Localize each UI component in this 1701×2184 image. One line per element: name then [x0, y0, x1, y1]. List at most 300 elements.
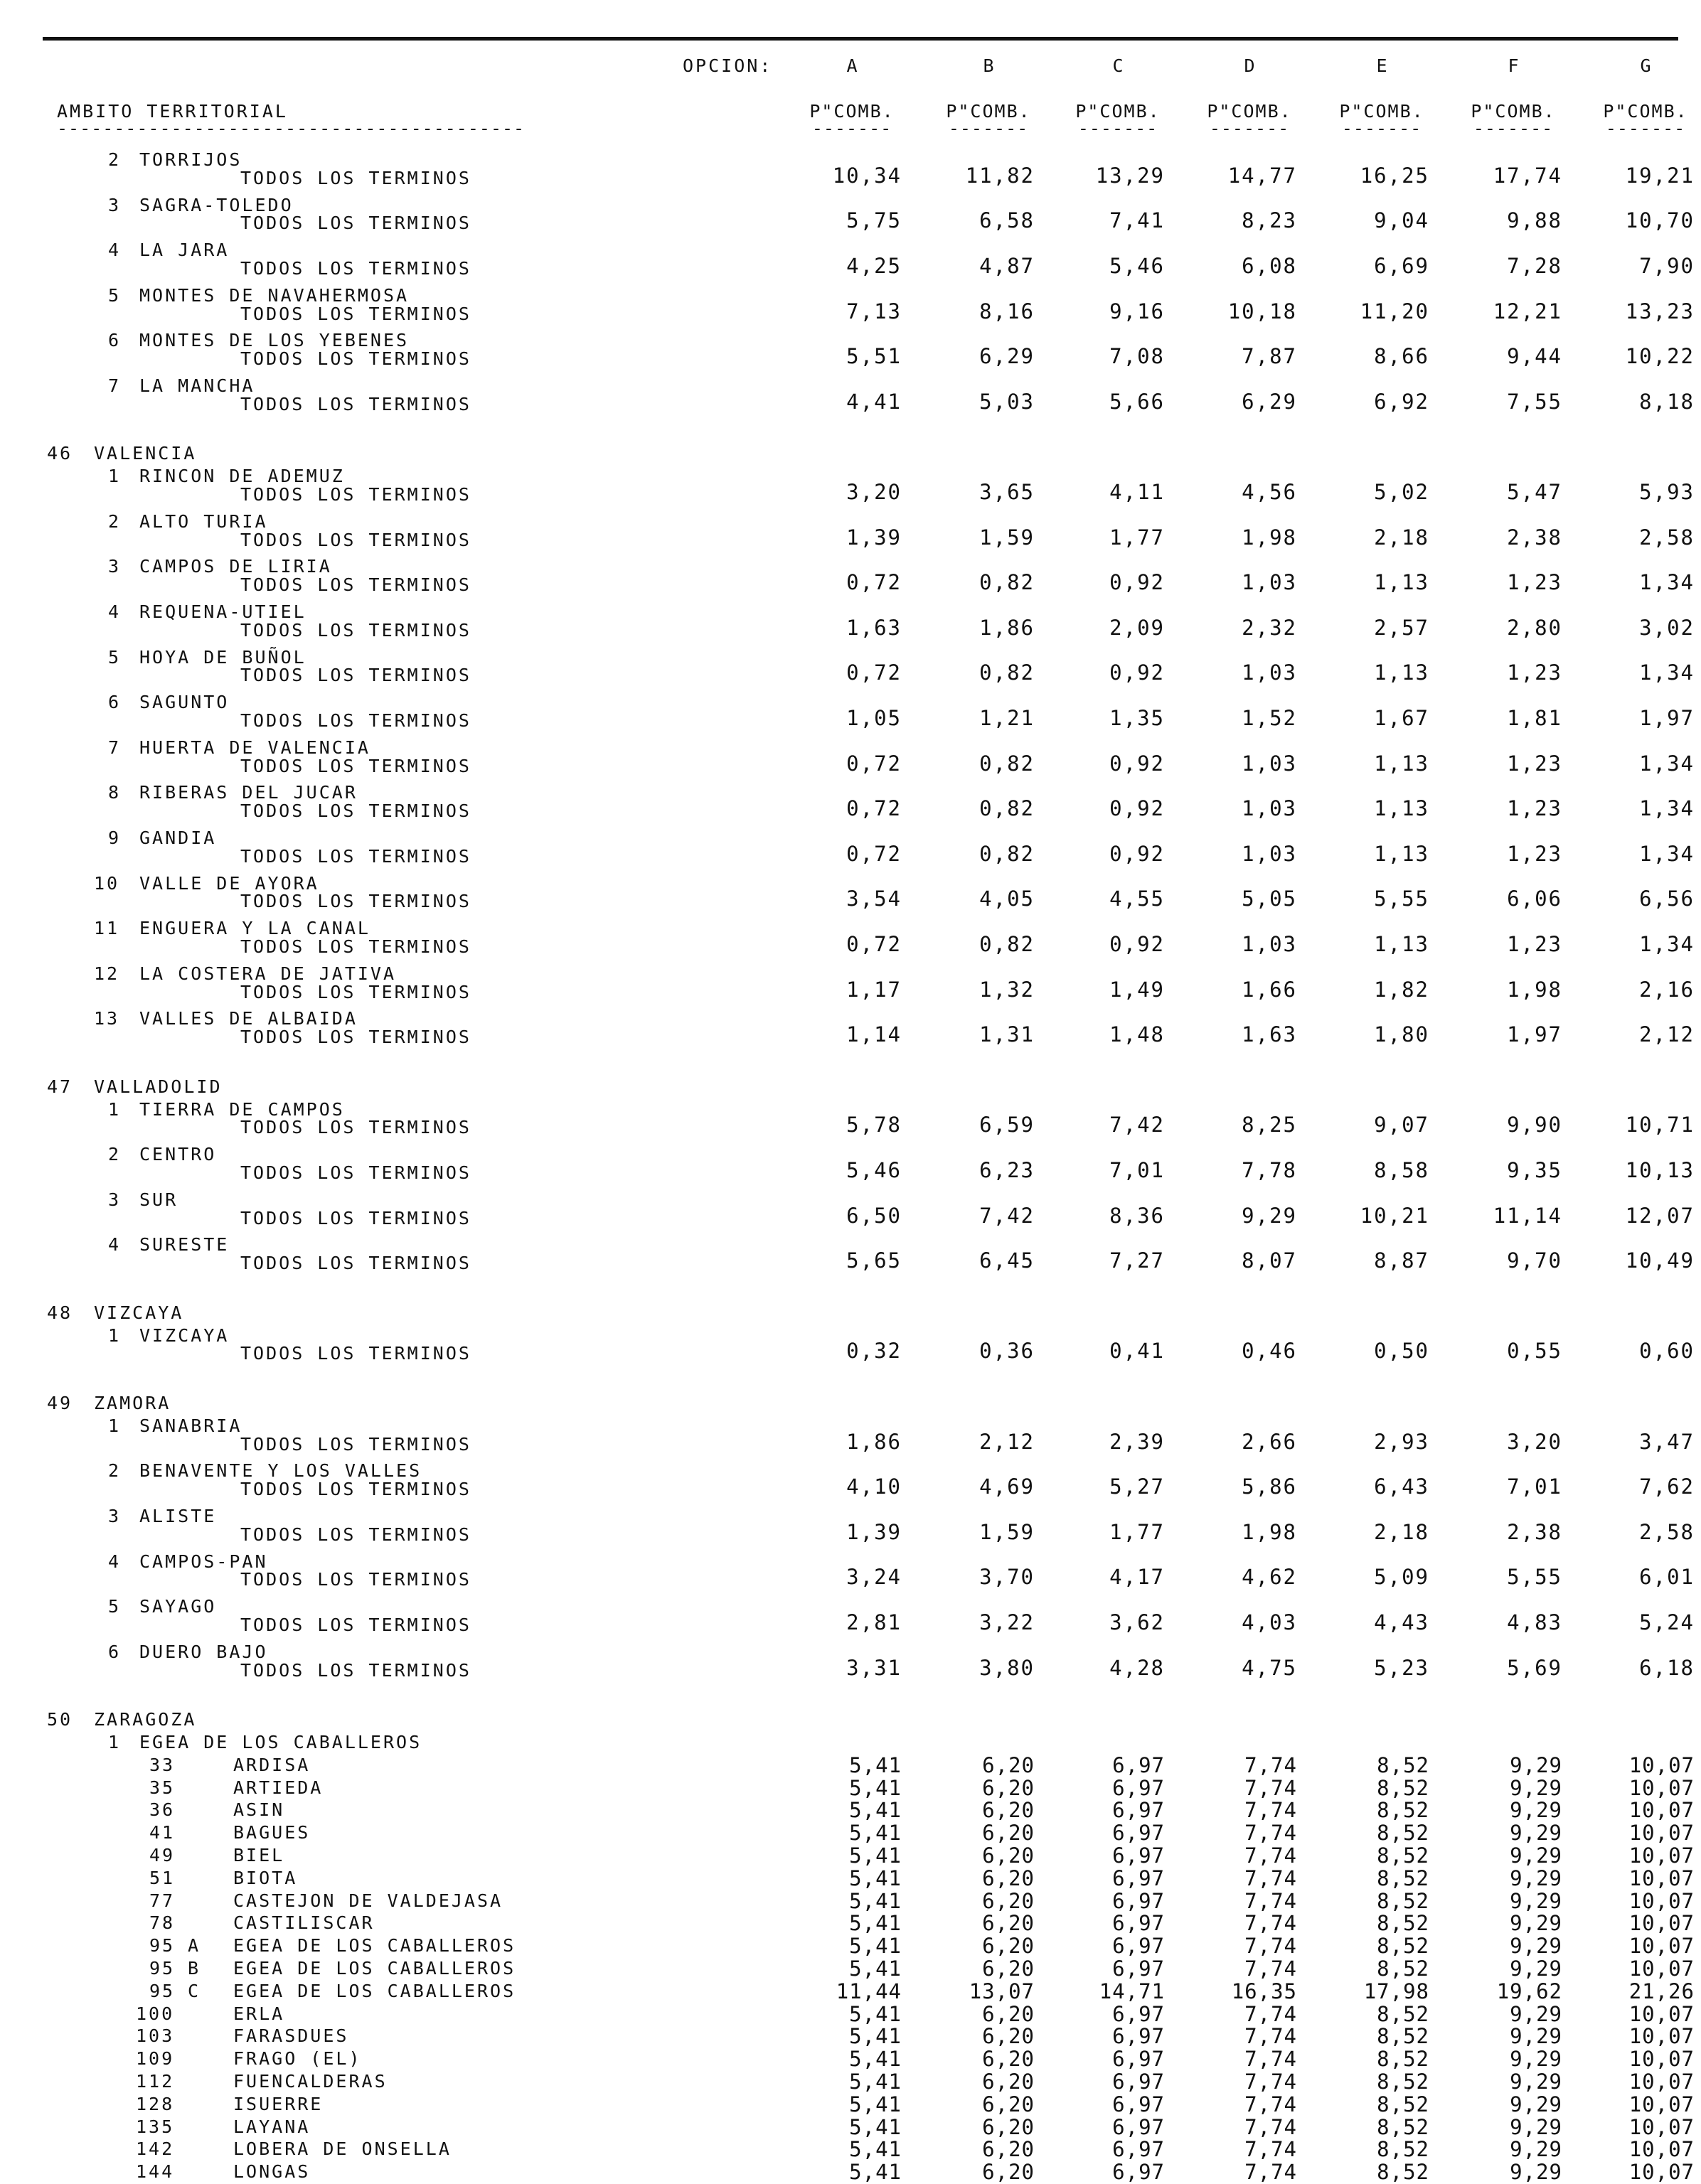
comarca-name: CENTRO [139, 1144, 217, 1165]
value-cell-d: 7,74 [1244, 2137, 1297, 2162]
province-name: VALLADOLID [94, 1076, 223, 1097]
value-cell-f: 9,29 [1510, 1752, 1562, 1777]
value-cell-d: 8,23 [1242, 208, 1297, 233]
value-cell-e: 1,13 [1374, 570, 1429, 595]
value-cell-e: 8,52 [1377, 1866, 1429, 1890]
province-code: 47 [47, 1076, 73, 1097]
termino-label: TODOS LOS TERMINOS [240, 1615, 471, 1635]
value-cell-b: 0,82 [979, 841, 1035, 866]
province-code: 49 [47, 1393, 73, 1413]
value-cell-e: 8,52 [1377, 1843, 1429, 1868]
value-cell-d: 7,78 [1242, 1158, 1297, 1182]
comarca-number: 3 [108, 1189, 122, 1210]
value-cell-d: 8,07 [1242, 1248, 1297, 1273]
value-cell-d: 1,98 [1242, 1519, 1297, 1544]
value-cell-g: 3,02 [1639, 615, 1695, 640]
value-cell-b: 6,20 [982, 1911, 1035, 1936]
value-cell-d: 4,03 [1242, 1610, 1297, 1634]
value-cell-e: 2,57 [1374, 615, 1429, 640]
value-cell-b: 1,59 [979, 525, 1035, 550]
value-cell-c: 6,97 [1112, 2047, 1165, 2072]
value-cell-f: 9,29 [1510, 1911, 1562, 1936]
value-cell-b: 3,70 [979, 1565, 1035, 1590]
value-cell-a: 5,41 [849, 1775, 902, 1800]
value-cell-b: 3,80 [979, 1655, 1035, 1680]
comarca-name: HOYA DE BUÑOL [139, 646, 306, 668]
value-cell-e: 1,13 [1374, 660, 1429, 685]
value-cell-b: 8,16 [979, 299, 1035, 323]
comarca-number: 2 [108, 510, 122, 532]
comarca-name: MONTES DE NAVAHERMOSA [139, 284, 410, 306]
value-cell-d: 2,32 [1242, 615, 1297, 640]
column-header-e: P"COMB. [1339, 101, 1424, 122]
value-cell-b: 6,20 [982, 1934, 1035, 1959]
value-cell-e: 0,50 [1374, 1339, 1429, 1364]
value-cell-c: 6,97 [1112, 1956, 1165, 1981]
termino-number: 142 [136, 2138, 175, 2160]
value-cell-b: 0,82 [979, 660, 1035, 685]
value-cell-e: 8,52 [1377, 2001, 1429, 2026]
value-cell-f: 9,29 [1510, 1956, 1562, 1981]
value-cell-d: 7,74 [1244, 2114, 1297, 2139]
value-cell-g: 21,26 [1628, 1979, 1695, 2003]
value-cell-f: 7,55 [1507, 389, 1562, 414]
value-cell-b: 6,20 [982, 2047, 1035, 2072]
column-underline: ------- [1077, 118, 1158, 139]
value-cell-g: 1,34 [1639, 796, 1695, 821]
termino-label: TODOS LOS TERMINOS [240, 891, 471, 912]
termino-number: 41 [149, 1822, 176, 1843]
value-cell-f: 9,29 [1510, 2114, 1562, 2139]
value-cell-a: 2,81 [846, 1610, 902, 1634]
value-cell-b: 6,20 [982, 2024, 1035, 2049]
comarca-name: EGEA DE LOS CABALLEROS [139, 1732, 422, 1752]
value-cell-g: 10,07 [1628, 2137, 1695, 2162]
value-cell-a: 5,41 [849, 2137, 902, 2162]
value-cell-a: 1,63 [846, 615, 902, 640]
value-cell-d: 1,03 [1242, 932, 1297, 956]
value-cell-d: 8,25 [1242, 1113, 1297, 1138]
termino-label: TODOS LOS TERMINOS [240, 801, 471, 822]
termino-name: ERLA [233, 2003, 285, 2024]
value-cell-e: 8,58 [1374, 1158, 1429, 1182]
value-cell-g: 2,12 [1639, 1022, 1695, 1047]
termino-label: TODOS LOS TERMINOS [240, 981, 471, 1002]
value-cell-f: 9,29 [1510, 2160, 1562, 2184]
value-cell-c: 1,49 [1109, 977, 1165, 1002]
value-cell-c: 3,62 [1109, 1610, 1165, 1634]
value-cell-a: 5,41 [849, 1934, 902, 1959]
value-cell-b: 4,05 [979, 887, 1035, 911]
value-cell-a: 0,72 [846, 570, 902, 595]
value-cell-d: 1,03 [1242, 660, 1297, 685]
comarca-name: SAGRA-TOLEDO [139, 194, 294, 215]
value-cell-c: 6,97 [1112, 1888, 1165, 1913]
value-cell-a: 1,39 [846, 525, 902, 550]
value-cell-a: 5,51 [846, 344, 902, 369]
value-cell-a: 4,41 [846, 389, 902, 414]
value-cell-c: 5,66 [1109, 389, 1165, 414]
value-cell-a: 5,41 [849, 1821, 902, 1846]
termino-name: EGEA DE LOS CABALLEROS [233, 1958, 516, 1979]
value-cell-g: 10,07 [1628, 1752, 1695, 1777]
value-cell-f: 11,14 [1493, 1203, 1562, 1228]
value-cell-f: 9,29 [1510, 1843, 1562, 1868]
termino-name: FARASDUES [233, 2025, 349, 2047]
comarca-number: 4 [108, 240, 122, 261]
value-cell-c: 7,27 [1109, 1248, 1165, 1273]
value-cell-a: 5,41 [849, 1843, 902, 1868]
termino-label: TODOS LOS TERMINOS [240, 1027, 471, 1048]
value-cell-e: 8,52 [1377, 2114, 1429, 2139]
value-cell-g: 10,71 [1625, 1113, 1695, 1138]
value-cell-f: 1,23 [1507, 660, 1562, 685]
termino-label: TODOS LOS TERMINOS [240, 1162, 471, 1183]
value-cell-g: 1,34 [1639, 841, 1695, 866]
value-cell-f: 9,29 [1510, 1821, 1562, 1846]
value-cell-a: 0,72 [846, 796, 902, 821]
value-cell-c: 4,17 [1109, 1565, 1165, 1590]
value-cell-f: 4,83 [1507, 1610, 1562, 1634]
comarca-name: DUERO BAJO [139, 1641, 268, 1662]
termino-number: 95 [149, 1958, 176, 1979]
value-cell-d: 7,87 [1242, 344, 1297, 369]
value-cell-f: 1,23 [1507, 751, 1562, 776]
value-cell-b: 6,20 [982, 1843, 1035, 1868]
value-cell-e: 8,52 [1377, 1775, 1429, 1800]
value-cell-g: 7,62 [1639, 1474, 1695, 1499]
value-cell-f: 6,06 [1507, 887, 1562, 911]
value-cell-b: 6,20 [982, 1798, 1035, 1823]
value-cell-g: 6,18 [1639, 1655, 1695, 1680]
value-cell-b: 6,20 [982, 1775, 1035, 1800]
value-cell-c: 0,92 [1109, 796, 1165, 821]
termino-number: 95 [149, 1980, 176, 2001]
value-cell-b: 6,58 [979, 208, 1035, 233]
comarca-name: VALLES DE ALBAIDA [139, 1008, 358, 1029]
province-code: 46 [47, 443, 73, 464]
comarca-number: 5 [108, 284, 122, 306]
termino-label: TODOS LOS TERMINOS [240, 529, 471, 550]
value-cell-f: 1,98 [1507, 977, 1562, 1002]
termino-name: LOBERA DE ONSELLA [233, 2138, 452, 2160]
termino-number: 144 [136, 2161, 175, 2183]
value-cell-e: 4,43 [1374, 1610, 1429, 1634]
termino-number: 112 [136, 2071, 175, 2092]
value-cell-g: 10,70 [1625, 208, 1695, 233]
column-underline: ------- [811, 118, 892, 139]
value-cell-c: 1,48 [1109, 1022, 1165, 1047]
comarca-number: 4 [108, 601, 122, 622]
value-cell-g: 7,90 [1639, 254, 1695, 278]
comarca-name: SURESTE [139, 1234, 230, 1256]
value-cell-d: 5,86 [1242, 1474, 1297, 1499]
value-cell-d: 4,62 [1242, 1565, 1297, 1590]
value-cell-g: 5,93 [1639, 480, 1695, 504]
comarca-name: LA COSTERA DE JATIVA [139, 963, 397, 984]
option-letter-d: D [1244, 55, 1255, 76]
comarca-number: 1 [108, 1324, 122, 1346]
value-cell-e: 2,93 [1374, 1429, 1429, 1454]
value-cell-b: 0,82 [979, 570, 1035, 595]
value-cell-f: 9,29 [1510, 1798, 1562, 1823]
value-cell-a: 5,41 [849, 2024, 902, 2049]
option-letter-g: G [1640, 55, 1651, 76]
value-cell-e: 1,13 [1374, 932, 1429, 956]
termino-label: TODOS LOS TERMINOS [240, 755, 471, 776]
value-cell-e: 1,13 [1374, 751, 1429, 776]
value-cell-b: 6,20 [982, 2001, 1035, 2026]
value-cell-c: 6,97 [1112, 1798, 1165, 1823]
comarca-name: GANDIA [139, 828, 217, 848]
value-cell-b: 6,59 [979, 1113, 1035, 1138]
comarca-number: 1 [108, 466, 122, 487]
value-cell-a: 3,20 [846, 480, 902, 504]
value-cell-d: 7,74 [1244, 2160, 1297, 2184]
column-header-f: P"COMB. [1471, 101, 1556, 122]
value-cell-e: 5,23 [1374, 1655, 1429, 1680]
value-cell-b: 1,31 [979, 1022, 1035, 1047]
value-cell-c: 8,36 [1109, 1203, 1165, 1228]
comarca-number: 1 [108, 1732, 122, 1752]
value-cell-f: 19,62 [1496, 1979, 1562, 2003]
value-cell-c: 6,97 [1112, 1775, 1165, 1800]
termino-label: TODOS LOS TERMINOS [240, 619, 471, 641]
value-cell-g: 1,97 [1639, 706, 1695, 730]
value-cell-c: 6,97 [1112, 2024, 1165, 2049]
value-cell-e: 6,92 [1374, 389, 1429, 414]
value-cell-f: 2,38 [1507, 525, 1562, 550]
value-cell-g: 5,24 [1639, 1610, 1695, 1634]
value-cell-d: 7,74 [1244, 1934, 1297, 1959]
value-cell-d: 10,18 [1227, 299, 1297, 323]
value-cell-a: 5,41 [849, 2092, 902, 2116]
value-cell-a: 5,41 [849, 1752, 902, 1777]
value-cell-c: 2,09 [1109, 615, 1165, 640]
value-cell-b: 6,20 [982, 2070, 1035, 2094]
value-cell-a: 3,31 [846, 1655, 902, 1680]
value-cell-e: 1,13 [1374, 796, 1429, 821]
comarca-number: 6 [108, 1641, 122, 1662]
value-cell-e: 8,52 [1377, 1911, 1429, 1936]
value-cell-g: 10,07 [1628, 1956, 1695, 1981]
value-cell-g: 10,07 [1628, 1866, 1695, 1890]
value-cell-d: 7,74 [1244, 2070, 1297, 2094]
value-cell-e: 8,52 [1377, 1821, 1429, 1846]
value-cell-b: 6,20 [982, 1752, 1035, 1777]
comarca-number: 3 [108, 1506, 122, 1526]
value-cell-a: 10,34 [832, 163, 902, 188]
comarca-name: SUR [139, 1189, 178, 1210]
value-cell-a: 5,41 [849, 2070, 902, 2094]
value-cell-g: 2,16 [1639, 977, 1695, 1002]
value-cell-e: 5,02 [1374, 480, 1429, 504]
termino-label: TODOS LOS TERMINOS [240, 1207, 471, 1228]
comarca-name: LA JARA [139, 240, 230, 261]
value-cell-e: 8,52 [1377, 2070, 1429, 2094]
termino-name: CASTEJON DE VALDEJASA [233, 1890, 503, 1911]
value-cell-e: 8,52 [1377, 2047, 1429, 2072]
province-code: 50 [47, 1709, 73, 1730]
value-cell-d: 1,03 [1242, 570, 1297, 595]
termino-sub: B [188, 1958, 201, 1979]
value-cell-c: 0,92 [1109, 932, 1165, 956]
termino-number: 109 [136, 2048, 175, 2070]
value-cell-b: 3,22 [979, 1610, 1035, 1634]
option-letter-e: E [1376, 55, 1387, 76]
termino-label: TODOS LOS TERMINOS [240, 665, 471, 686]
column-underline: ------- [1473, 118, 1554, 139]
value-cell-b: 6,20 [982, 2092, 1035, 2116]
comarca-number: 12 [94, 963, 120, 984]
value-cell-f: 9,29 [1510, 1866, 1562, 1890]
value-cell-e: 5,55 [1374, 887, 1429, 911]
termino-label: TODOS LOS TERMINOS [240, 1117, 471, 1138]
value-cell-e: 1,13 [1374, 841, 1429, 866]
value-cell-g: 19,21 [1625, 163, 1695, 188]
column-header-a: P"COMB. [809, 101, 895, 122]
value-cell-g: 6,01 [1639, 1565, 1695, 1590]
value-cell-c: 7,08 [1109, 344, 1165, 369]
value-cell-g: 10,07 [1628, 2092, 1695, 2116]
value-cell-c: 0,92 [1109, 841, 1165, 866]
value-cell-b: 2,12 [979, 1429, 1035, 1454]
termino-label: TODOS LOS TERMINOS [240, 1433, 471, 1455]
value-cell-c: 6,97 [1112, 2092, 1165, 2116]
termino-number: 33 [149, 1754, 176, 1775]
value-cell-d: 7,74 [1244, 1888, 1297, 1913]
termino-number: 95 [149, 1935, 176, 1956]
value-cell-c: 7,41 [1109, 208, 1165, 233]
value-cell-a: 5,41 [849, 2114, 902, 2139]
termino-name: ASIN [233, 1799, 285, 1821]
opcion-label: OPCION: [683, 55, 773, 76]
value-cell-d: 1,03 [1242, 796, 1297, 821]
value-cell-e: 2,18 [1374, 525, 1429, 550]
value-cell-b: 0,82 [979, 751, 1035, 776]
value-cell-a: 0,72 [846, 660, 902, 685]
value-cell-e: 1,80 [1374, 1022, 1429, 1047]
value-cell-g: 2,58 [1639, 1519, 1695, 1544]
comarca-number: 8 [108, 782, 122, 803]
value-cell-g: 1,34 [1639, 570, 1695, 595]
value-cell-b: 6,45 [979, 1248, 1035, 1273]
value-cell-c: 9,16 [1109, 299, 1165, 323]
province-name: VIZCAYA [94, 1302, 184, 1323]
value-cell-d: 1,52 [1242, 706, 1297, 730]
value-cell-f: 0,55 [1507, 1339, 1562, 1364]
termino-name: CASTILISCAR [233, 1912, 375, 1934]
value-cell-a: 6,50 [846, 1203, 902, 1228]
column-underline: ------- [1209, 118, 1290, 139]
value-cell-e: 8,52 [1377, 2160, 1429, 2184]
column-header-g: P"COMB. [1603, 101, 1688, 122]
comarca-name: BENAVENTE Y LOS VALLES [139, 1460, 422, 1482]
value-cell-e: 11,20 [1360, 299, 1429, 323]
value-cell-f: 9,29 [1510, 2047, 1562, 2072]
value-cell-f: 9,29 [1510, 1934, 1562, 1959]
comarca-name: SAGUNTO [139, 692, 230, 713]
value-cell-c: 6,97 [1112, 2137, 1165, 2162]
value-cell-e: 8,52 [1377, 1934, 1429, 1959]
value-cell-e: 2,18 [1374, 1519, 1429, 1544]
value-cell-c: 0,92 [1109, 660, 1165, 685]
value-cell-b: 4,87 [979, 254, 1035, 278]
termino-label: TODOS LOS TERMINOS [240, 1253, 471, 1274]
value-cell-d: 7,74 [1244, 1956, 1297, 1981]
value-cell-a: 5,41 [849, 1798, 902, 1823]
value-cell-f: 9,29 [1510, 2001, 1562, 2026]
value-cell-d: 7,74 [1244, 1798, 1297, 1823]
value-cell-a: 1,05 [846, 706, 902, 730]
value-cell-e: 8,52 [1377, 1888, 1429, 1913]
termino-label: TODOS LOS TERMINOS [240, 1659, 471, 1681]
value-cell-d: 1,63 [1242, 1022, 1297, 1047]
comarca-number: 10 [94, 872, 120, 894]
value-cell-a: 3,54 [846, 887, 902, 911]
column-header-d: P"COMB. [1207, 101, 1292, 122]
value-cell-c: 7,42 [1109, 1113, 1165, 1138]
comarca-number: 7 [108, 737, 122, 758]
value-cell-e: 9,04 [1374, 208, 1429, 233]
value-cell-e: 8,52 [1377, 2137, 1429, 2162]
value-cell-d: 4,56 [1242, 480, 1297, 504]
comarca-name: RINCON DE ADEMUZ [139, 466, 345, 487]
comarca-number: 4 [108, 1234, 122, 1256]
value-cell-f: 7,28 [1507, 254, 1562, 278]
comarca-number: 6 [108, 692, 122, 713]
value-cell-a: 4,10 [846, 1474, 902, 1499]
value-cell-f: 5,55 [1507, 1565, 1562, 1590]
value-cell-a: 11,44 [836, 1979, 902, 2003]
termino-label: TODOS LOS TERMINOS [240, 1479, 471, 1500]
value-cell-a: 1,39 [846, 1519, 902, 1544]
value-cell-b: 6,20 [982, 1821, 1035, 1846]
termino-name: ARDISA [233, 1754, 311, 1775]
value-cell-b: 11,82 [965, 163, 1035, 188]
comarca-name: RIBERAS DEL JUCAR [139, 782, 358, 803]
value-cell-g: 10,07 [1628, 2114, 1695, 2139]
value-cell-f: 9,29 [1510, 2070, 1562, 2094]
column-underline: ------- [1605, 118, 1686, 139]
value-cell-b: 13,07 [969, 1979, 1035, 2003]
termino-label: TODOS LOS TERMINOS [240, 710, 471, 731]
value-cell-f: 1,23 [1507, 841, 1562, 866]
termino-label: TODOS LOS TERMINOS [240, 213, 471, 234]
termino-name: EGEA DE LOS CABALLEROS [233, 1935, 516, 1956]
comarca-name: TORRIJOS [139, 149, 242, 170]
value-cell-b: 1,32 [979, 977, 1035, 1002]
value-cell-c: 6,97 [1112, 1843, 1165, 1868]
value-cell-e: 1,67 [1374, 706, 1429, 730]
value-cell-b: 6,20 [982, 2137, 1035, 2162]
comarca-name: REQUENA-UTIEL [139, 601, 306, 622]
value-cell-b: 1,86 [979, 615, 1035, 640]
value-cell-e: 5,09 [1374, 1565, 1429, 1590]
value-cell-a: 4,25 [846, 254, 902, 278]
option-letter-c: C [1112, 55, 1124, 76]
value-cell-e: 6,69 [1374, 254, 1429, 278]
value-cell-c: 7,01 [1109, 1158, 1165, 1182]
comarca-name: VALLE DE AYORA [139, 872, 319, 894]
termino-name: BIOTA [233, 1867, 298, 1888]
value-cell-a: 5,41 [849, 2001, 902, 2026]
termino-label: TODOS LOS TERMINOS [240, 303, 471, 324]
value-cell-d: 7,74 [1244, 1821, 1297, 1846]
value-cell-f: 17,74 [1493, 163, 1562, 188]
value-cell-f: 9,29 [1510, 2024, 1562, 2049]
termino-number: 51 [149, 1867, 176, 1888]
